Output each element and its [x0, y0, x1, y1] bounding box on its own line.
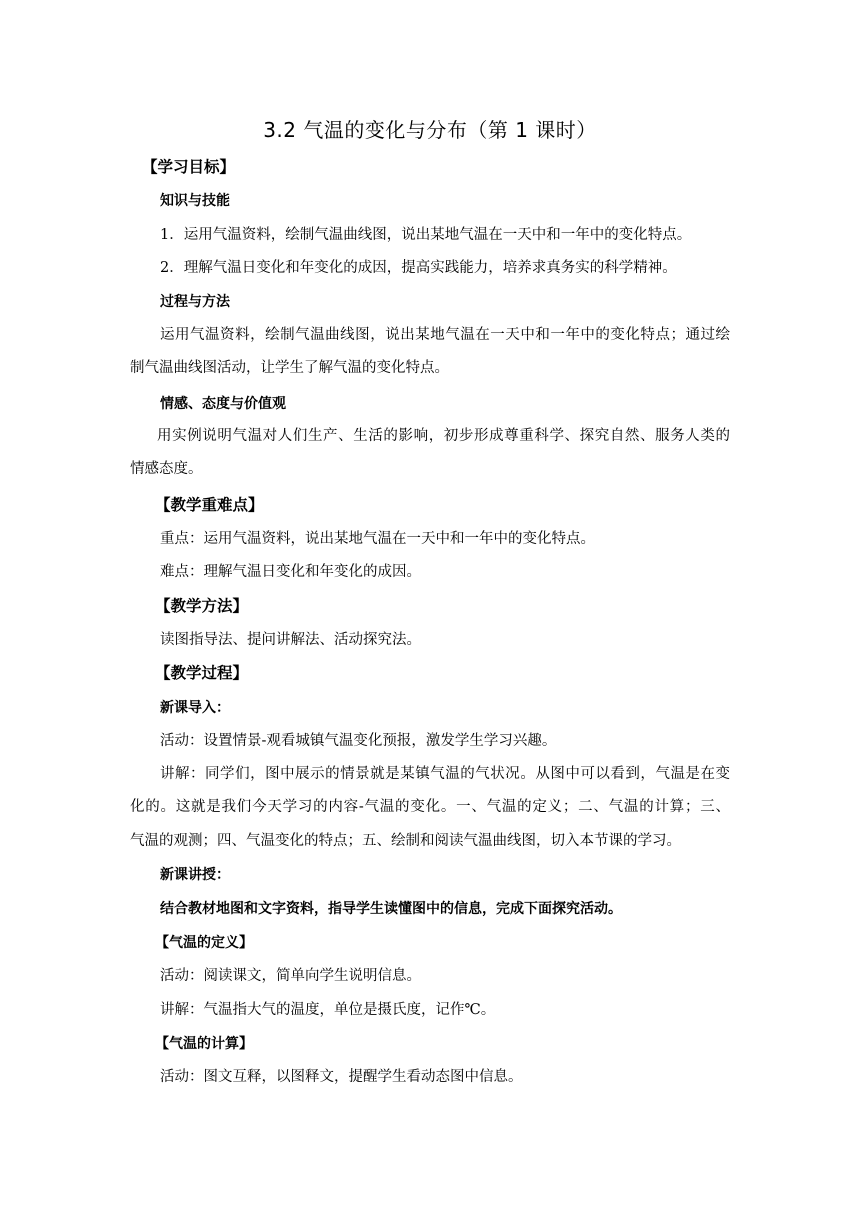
lecture-guide: 结合教材地图和文字资料，指导学生读懂图中的信息，完成下面探究活动。: [160, 901, 622, 917]
process-section-heading: 【教学过程】: [155, 664, 249, 682]
knowledge-item-1: 1．运用气温资料，绘制气温曲线图，说出某地气温在一天中和一年中的变化特点。: [160, 227, 692, 243]
methods-text: 读图指导法、提问讲解法、活动探究法。: [160, 632, 421, 648]
intro-explain-line-1: 讲解：同学们，图中展示的情景就是某镇气温的气状况。从图中可以看到，气温是在变: [160, 766, 730, 782]
definition-explain: 讲解：气温指大气的温度，单位是摄氏度，记作℃。: [160, 1002, 496, 1018]
emotion-line-1: 用实例说明气温对人们生产、生活的影响，初步形成尊重科学、探究自然、服务人类的: [157, 428, 730, 444]
emotion-heading: 情感、态度与价值观: [160, 396, 286, 412]
page-title: 3.2 气温的变化与分布（第 1 课时）: [263, 118, 597, 142]
objectives-heading: 【学习目标】: [142, 158, 236, 176]
intro-explain-line-2: 化的。这就是我们今天学习的内容-气温的变化。一、气温的定义；二、气温的计算；三、: [130, 799, 730, 815]
emotion-line-2: 情感态度。: [130, 461, 203, 477]
focus-text: 重点：运用气温资料，说出某地气温在一天中和一年中的变化特点。: [160, 531, 595, 547]
definition-activity: 活动：阅读课文，简单向学生说明信息。: [160, 968, 421, 984]
intro-heading: 新课导入：: [160, 700, 230, 716]
definition-heading: 【气温的定义】: [155, 935, 253, 951]
calc-heading: 【气温的计算】: [155, 1036, 253, 1052]
key-points-heading: 【教学重难点】: [155, 496, 264, 514]
intro-explain-line-3: 气温的观测；四、气温变化的特点；五、绘制和阅读气温曲线图，切入本节课的学习。: [130, 833, 681, 849]
process-line-1: 运用气温资料，绘制气温曲线图，说出某地气温在一天中和一年中的变化特点；通过绘: [160, 327, 730, 343]
process-heading: 过程与方法: [160, 294, 230, 310]
knowledge-item-2: 2．理解气温日变化和年变化的成因，提高实践能力，培养求真务实的科学精神。: [160, 260, 677, 276]
intro-activity: 活动：设置情景-观看城镇气温变化预报，激发学生学习兴趣。: [160, 733, 557, 749]
lecture-heading: 新课讲授：: [160, 867, 230, 883]
knowledge-heading: 知识与技能: [160, 193, 230, 209]
calc-activity: 活动：图文互释，以图释文，提醒学生看动态图中信息。: [160, 1069, 523, 1085]
process-line-2: 制气温曲线图活动，让学生了解气温的变化特点。: [130, 360, 449, 376]
difficulty-text: 难点：理解气温日变化和年变化的成因。: [160, 564, 421, 580]
methods-heading: 【教学方法】: [155, 597, 249, 615]
